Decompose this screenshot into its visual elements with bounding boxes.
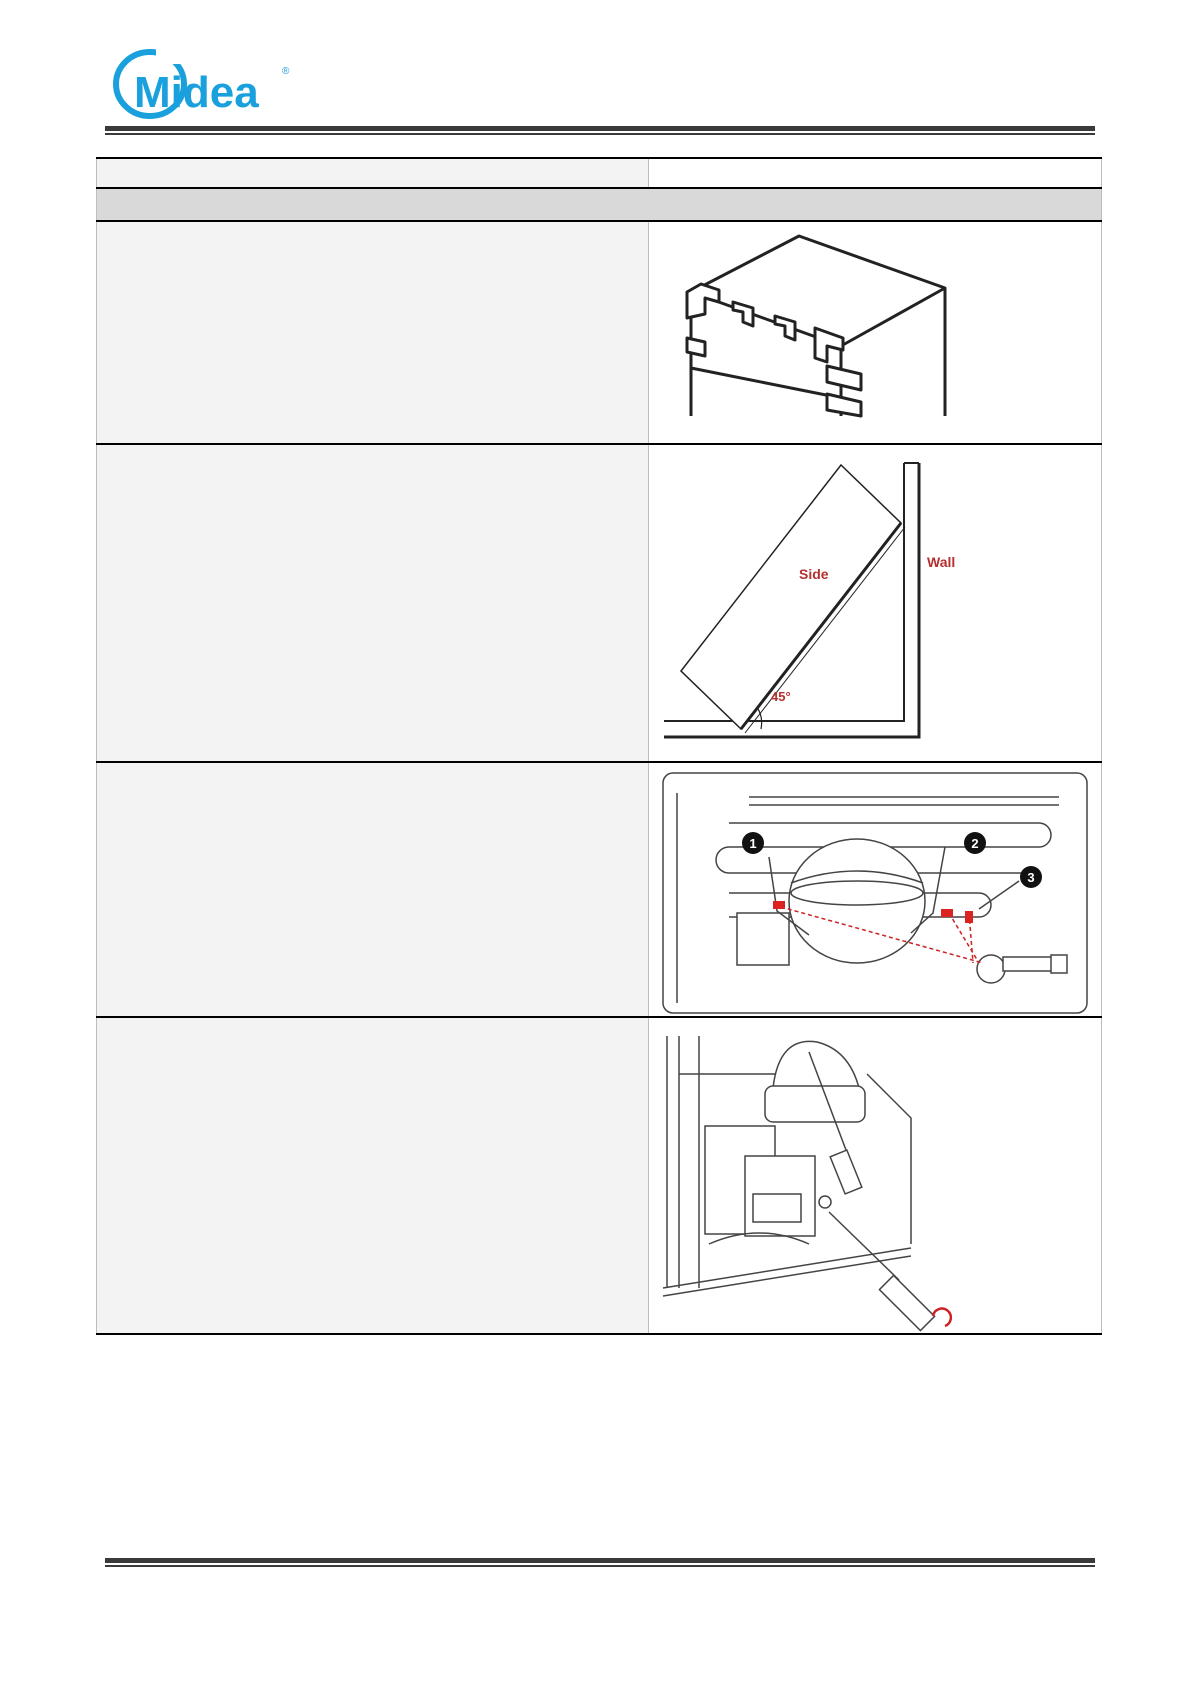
section-title-row	[96, 189, 1102, 222]
registered-icon: ®	[282, 66, 290, 77]
step-row-3	[96, 763, 1102, 1018]
svg-text:2: 2	[971, 836, 979, 851]
marker-1	[742, 832, 764, 854]
step-3-instructions	[96, 763, 649, 1016]
step-1-text	[97, 222, 648, 250]
step-row-4	[96, 1018, 1102, 1335]
step-2-text	[97, 445, 648, 473]
step-4-text	[97, 1018, 648, 1046]
step-4-figure-cell	[649, 1018, 1102, 1333]
angle-label: 45°	[771, 689, 791, 704]
step-1-instructions	[96, 222, 649, 443]
step-3-figure-cell	[649, 763, 1102, 1016]
svg-text:3: 3	[1027, 870, 1035, 885]
marker-3	[1020, 866, 1042, 888]
svg-text:1: 1	[749, 836, 757, 851]
wall-label: Wall	[927, 554, 956, 570]
section-title	[96, 189, 1102, 220]
refrigerator-tilt-figure	[649, 445, 1101, 761]
compressor-pipe-cutting-figure	[649, 763, 1101, 1016]
step-4-instructions	[96, 1018, 649, 1333]
midea-logo	[112, 44, 312, 124]
header-cell-right	[649, 159, 1102, 187]
step-3-text	[97, 763, 648, 791]
step-row-2	[96, 445, 1102, 763]
header-cell-left	[96, 159, 649, 187]
logo-wordmark: Midea	[134, 68, 259, 117]
marker-2	[964, 832, 986, 854]
side-label: Side	[799, 566, 829, 582]
header-rule	[105, 126, 1095, 135]
compressor-screwdriver-figure	[649, 1018, 1101, 1333]
step-2-instructions	[96, 445, 649, 761]
table-header-row	[96, 157, 1102, 189]
step-1-figure-cell	[649, 222, 1102, 443]
step-2-figure-cell	[649, 445, 1102, 761]
footer-rule	[105, 1558, 1095, 1567]
step-row-1	[96, 222, 1102, 445]
procedure-table	[96, 157, 1102, 1335]
refrigerator-packing-corners-figure	[649, 222, 1101, 443]
